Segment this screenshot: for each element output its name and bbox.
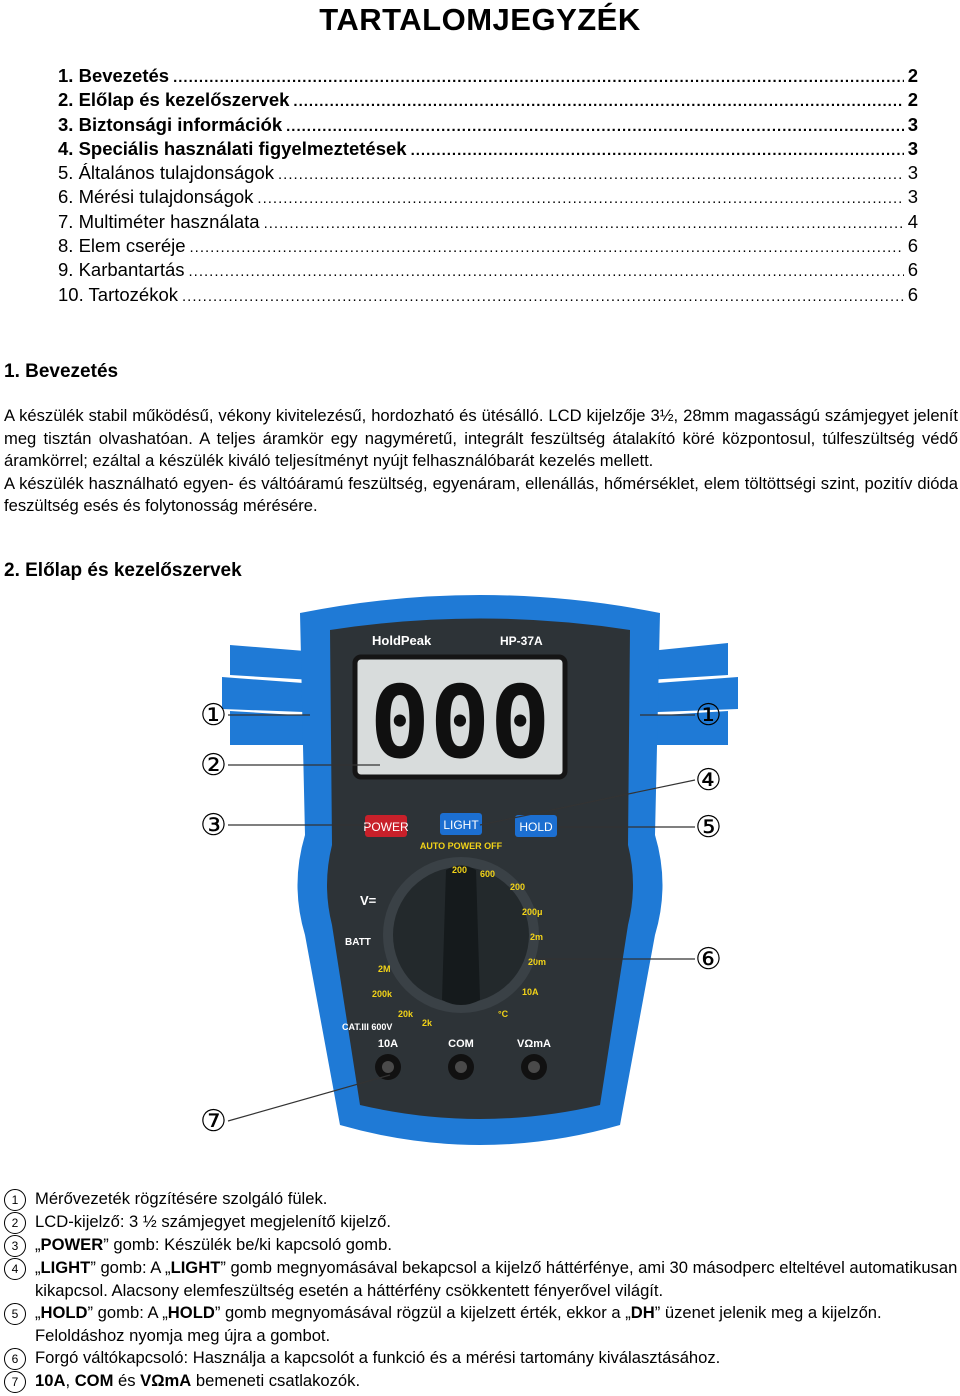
svg-text:2m: 2m (530, 932, 544, 942)
legend-text: 10A, COM és VΩmA bemeneti csatlakozók. (35, 1371, 361, 1390)
toc-label: Bevezetés (78, 65, 170, 86)
legend-number-icon: 4 (4, 1258, 26, 1280)
legend-number-icon: 2 (4, 1212, 26, 1234)
section-heading-2: 2. Előlap és kezelőszervek (4, 560, 242, 581)
legend-text: „POWER” gomb: Készülék be/ki kapcsoló gomb. (35, 1235, 392, 1254)
legend-number-icon: 1 (4, 1189, 26, 1211)
toc-entry[interactable] (58, 186, 918, 210)
toc-page-number: 6 (907, 283, 918, 305)
callout-5: ⑤ (695, 810, 722, 845)
toc-label: Biztonsági információk (78, 113, 283, 135)
legend-item (4, 1188, 958, 1211)
callout-4: ④ (695, 763, 722, 798)
toc-page-number: 6 (907, 235, 918, 257)
svg-text:20m: 20m (528, 957, 547, 967)
toc-leader-dots (257, 190, 903, 207)
toc-number: 8. (58, 235, 74, 257)
toc-entry[interactable] (58, 138, 918, 162)
toc-page-number: 3 (907, 162, 918, 184)
auto-power-off-label: AUTO POWER OFF (419, 841, 503, 851)
legend-item (4, 1257, 958, 1302)
toc-leader-dots (190, 239, 904, 256)
port-10a-label: 10A (377, 1038, 399, 1050)
svg-text:600: 600 (480, 869, 496, 879)
legend-text: Mérővezeték rögzítésére szolgáló fülek. (35, 1189, 328, 1208)
svg-text:200: 200 (452, 865, 468, 875)
toc-leader-dots (264, 215, 904, 232)
toc-page-number: 2 (907, 89, 918, 111)
section-heading-1: 1. Bevezetés (4, 361, 119, 382)
toc-label: Multiméter használata (78, 210, 260, 232)
toc-leader-dots (286, 118, 904, 135)
toc-label: Tartozékok (88, 283, 178, 305)
port-com-label: COM (448, 1038, 474, 1050)
dial-batt-label: BATT (345, 937, 371, 948)
toc-number: 4. (58, 137, 74, 159)
toc-entry[interactable] (58, 284, 918, 308)
legend-item (4, 1347, 958, 1370)
toc-leader-dots (278, 166, 904, 183)
svg-text:10A: 10A (522, 987, 539, 997)
svg-text:2M: 2M (378, 964, 391, 974)
legend-item (4, 1302, 958, 1347)
cat-rating: CAT.III 600V (342, 1022, 393, 1032)
toc-page-number: 3 (907, 113, 918, 135)
callout-2: ② (200, 748, 227, 783)
section-1-body (4, 405, 958, 518)
svg-text:200: 200 (510, 882, 526, 892)
legend-number-icon: 5 (4, 1303, 26, 1325)
toc-entry[interactable] (58, 65, 918, 89)
toc-entry[interactable] (58, 211, 918, 235)
legend-text: „HOLD” gomb: A „HOLD” gomb megnyomásával rögzül a kijelzett érték, ekkor a „DH” üzenet jelenik meg a kijelzőn. Feloldáshoz nyomja meg újra a gombot. (35, 1303, 882, 1345)
toc-leader-dots (293, 93, 903, 110)
toc-page-number: 3 (907, 186, 918, 208)
toc-entry[interactable] (58, 114, 918, 138)
svg-text:2k: 2k (422, 1018, 433, 1028)
toc-leader-dots (411, 142, 904, 159)
toc-number: 3. (58, 113, 74, 135)
page-title: TARTALOMJEGYZÉK (319, 2, 641, 37)
model-label: HP-37A (500, 634, 543, 648)
toc-entry[interactable] (58, 89, 918, 113)
dial-v-label: V= (360, 893, 377, 908)
toc-label: Előlap és kezelőszervek (78, 89, 290, 111)
callout-3: ③ (200, 808, 227, 843)
multimeter-illustration (150, 585, 810, 1155)
light-button-label: LIGHT (443, 818, 479, 832)
legend-number-icon: 7 (4, 1371, 26, 1393)
svg-text:200k: 200k (372, 989, 393, 999)
callout-1-left: ① (200, 698, 227, 733)
toc-number: 6. (58, 186, 74, 208)
toc-number: 5. (58, 162, 74, 184)
rotary-switch-knob (442, 866, 480, 1006)
legend-text: Forgó váltókapcsoló: Használja a kapcsolót a funkció és a mérési tartomány kiválasztásához. (35, 1348, 721, 1367)
component-legend (4, 1188, 958, 1393)
toc-label: Általános tulajdonságok (78, 162, 274, 184)
svg-text:20k: 20k (398, 1009, 414, 1019)
toc-number: 9. (58, 259, 74, 281)
toc-page-number: 4 (907, 210, 918, 232)
callout-7: ⑦ (200, 1104, 227, 1139)
legend-text: „LIGHT” gomb: A „LIGHT” gomb megnyomásával bekapcsol a kijelző háttérfénye, ami 30 másodperc elteltével automatikusan kikapcsol. Alacsony elemfeszültség esetén a háttérfény csökkentett fényerővel világít. (35, 1258, 958, 1300)
toc-entry[interactable] (58, 235, 918, 259)
legend-number-icon: 3 (4, 1235, 26, 1257)
svg-text:°C: °C (498, 1009, 509, 1019)
toc-label: Karbantartás (78, 259, 185, 281)
legend-item (4, 1370, 958, 1393)
callout-1-right: ① (695, 698, 722, 733)
legend-item (4, 1211, 958, 1234)
toc-label: Elem cseréje (78, 235, 186, 257)
toc-page-number: 6 (907, 259, 918, 281)
toc-entry[interactable] (58, 162, 918, 186)
toc-label: Speciális használati figyelmeztetések (78, 137, 407, 159)
lcd-digits: 000 (369, 664, 551, 781)
port-vohm-label: VΩmA (517, 1038, 551, 1050)
table-of-contents (58, 65, 918, 308)
toc-number: 2. (58, 89, 74, 111)
power-button-label: POWER (363, 820, 409, 834)
toc-number: 10. (58, 283, 84, 305)
toc-label: Mérési tulajdonságok (78, 186, 254, 208)
toc-entry[interactable] (58, 259, 918, 283)
multimeter-figure (150, 585, 810, 1155)
hold-button-label: HOLD (519, 820, 553, 834)
legend-number-icon: 6 (4, 1348, 26, 1370)
toc-number: 1. (58, 65, 74, 86)
brand-label: HoldPeak (372, 633, 432, 648)
toc-page-number: 3 (907, 137, 918, 159)
toc-number: 7. (58, 210, 74, 232)
toc-leader-dots (189, 263, 904, 280)
callout-6: ⑥ (695, 942, 722, 977)
toc-page-number: 2 (907, 65, 918, 86)
legend-item (4, 1234, 958, 1257)
intro-paragraph-2: A készülék használható egyen- és váltóáramú feszültség, egyenáram, ellenállás, hőmérséklet, elem töltöttségi szint, pozitív dióda feszültség esés és folytonosság mérésére. (4, 473, 958, 515)
toc-leader-dots (173, 69, 904, 86)
svg-text:200μ: 200μ (522, 907, 543, 917)
legend-text: LCD-kijelző: 3 ½ számjegyet megjelenítő kijelző. (35, 1212, 391, 1231)
toc-leader-dots (182, 288, 904, 305)
intro-paragraph-1: A készülék stabil működésű, vékony kivitelezésű, hordozható és ütésálló. LCD kijelzője 3½, 28mm magasságú számjegyet jelenít meg tisztán olvashatóan. A teljes áramkör egy nagyméretű, integrált feszültség átalakító köré központosul, túlfeszültség védő áramkörrel; ezáltal a készülék kiváló teljesítményt nyújt felhasználóbarát kezelés mellett. (4, 406, 958, 470)
